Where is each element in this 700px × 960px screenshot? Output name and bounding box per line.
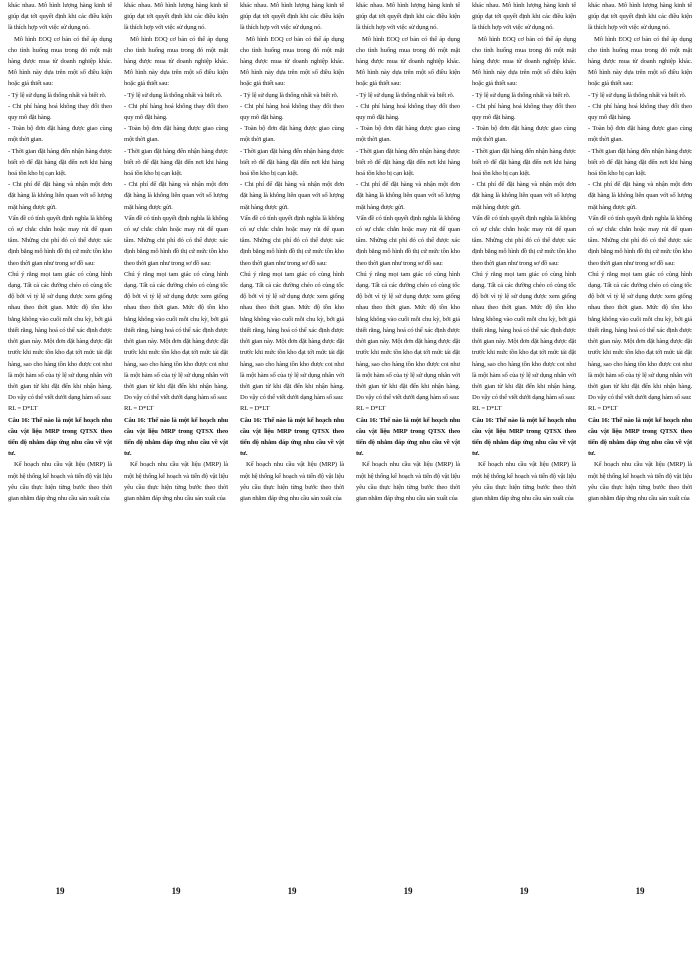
paragraph-intro: khác nhau. Mô hình lượng hàng kinh tế giúp đạt tới quyết định khi các điều kiện là thích hợp với việc sử dụng nó. xyxy=(588,2,692,32)
paragraph-triangle: Chú ý rằng mọi tam giác có cùng hình dạng. Tất cả các đường chéo có cùng tốc độ bởi vì tỷ lệ sử dụng được xem giống nhau theo thời gian. Mức độ tồn kho bằng không vào cuối mỗi chu kỳ, bởi giả thiết rằng, hàng hoá có thể xác định được thời gian này. Một đơn đặt hàng được đặt trước khi mức tồn kho đạt tới mức tái đặt hàng, sao cho hàng tồn kho được coi như là một hàm số của tỷ lệ sử dụng nhân với thời gian từ khi đặt đến khi nhận hàng. Do vậy có thể viết dưới dạng hàm số sau: xyxy=(356,270,460,402)
page-number: 19 xyxy=(171,886,181,896)
paragraph-eoq: Mô hình EOQ cơ bản có thể áp dụng cho tình huống mua trong đó một mặt hàng được mua từ doanh nghiệp khác. Mô hình này dựa trên một số điều kiện hoặc giả thiết sau: xyxy=(240,35,344,88)
bullet-1: - Tỷ lệ sử dụng là thống nhất và biết rõ. xyxy=(356,91,455,99)
text-column-3 xyxy=(240,0,344,960)
paragraph-intro: khác nhau. Mô hình lượng hàng kinh tế giúp đạt tới quyết định khi các điều kiện là thích hợp với việc sử dụng nó. xyxy=(356,2,460,32)
bullet-3: - Toàn bộ đơn đặt hàng được giao cùng một thời gian. xyxy=(588,125,692,144)
bullet-3: - Toàn bộ đơn đặt hàng được giao cùng một thời gian. xyxy=(356,125,460,144)
question-heading: Câu 16: Thế nào là một kế hoạch nhu cầu vật liệu MRP trong QTSX theo tiến độ nhằm đáp ứng nhu cầu về vật tư. xyxy=(8,416,112,458)
formula: RL = D*LT xyxy=(356,405,386,413)
bullet-2: - Chi phí hàng hoá không thay đổi theo quy mô đặt hàng. xyxy=(124,102,228,122)
bullet-2: - Chi phí hàng hoá không thay đổi theo quy mô đặt hàng. xyxy=(240,102,344,122)
bullet-1: - Tỷ lệ sử dụng là thống nhất và biết rõ. xyxy=(240,91,339,99)
paragraph-decision: Vấn đề có tính quyết định nghĩa là không có sự chắc chắn hoặc may rủi để quan tâm. Những chi phí đó có thể được xác định bằng mô hình đồ thị cứ mức tồn kho theo thời gian như trong sơ đồ sau: xyxy=(588,214,692,267)
paragraph-eoq: Mô hình EOQ cơ bản có thể áp dụng cho tình huống mua trong đó một mặt hàng được mua từ doanh nghiệp khác. Mô hình này dựa trên một số điều kiện hoặc giả thiết sau: xyxy=(588,35,692,88)
paragraph-triangle: Chú ý rằng mọi tam giác có cùng hình dạng. Tất cả các đường chéo có cùng tốc độ bởi vì tỷ lệ sử dụng được xem giống nhau theo thời gian. Mức độ tồn kho bằng không vào cuối mỗi chu kỳ, bởi giả thiết rằng, hàng hoá có thể xác định được thời gian này. Một đơn đặt hàng được đặt trước khi mức tồn kho đạt tới mức tái đặt hàng, sao cho hàng tồn kho được coi như là một hàm số của tỷ lệ sử dụng nhân với thời gian từ khi đặt đến khi nhận hàng. Do vậy có thể viết dưới dạng hàm số sau: xyxy=(124,270,228,402)
bullet-3: - Toàn bộ đơn đặt hàng được giao cùng một thời gian. xyxy=(124,125,228,144)
bullet-1: - Tỷ lệ sử dụng là thống nhất và biết rõ. xyxy=(472,91,571,99)
answer-paragraph: Kế hoạch nhu cầu vật liệu (MRP) là một hệ thống kế hoạch và tiến độ vật liệu yêu cầu thực hiện từng bước theo thời gian nhằm đáp ứng nhu cầu sản xuất của xyxy=(356,461,460,502)
bullet-3: - Toàn bộ đơn đặt hàng được giao cùng một thời gian. xyxy=(240,125,344,144)
bullet-1: - Tỷ lệ sử dụng là thống nhất và biết rõ. xyxy=(588,91,687,99)
paragraph-decision: Vấn đề có tính quyết định nghĩa là không có sự chắc chắn hoặc may rủi để quan tâm. Những chi phí đó có thể được xác định bằng mô hình đồ thị cứ mức tồn kho theo thời gian như trong sơ đồ sau: xyxy=(8,214,112,267)
bullet-3: - Toàn bộ đơn đặt hàng được giao cùng một thời gian. xyxy=(8,125,112,144)
formula: RL = D*LT xyxy=(588,405,618,413)
bullet-5: - Chi phí để đặt hàng và nhận một đơn đặt hàng là không liên quan với số lượng mặt hàng được gửi. xyxy=(356,181,460,211)
answer-paragraph: Kế hoạch nhu cầu vật liệu (MRP) là một hệ thống kế hoạch và tiến độ vật liệu yêu cầu thực hiện từng bước theo thời gian nhằm đáp ứng nhu cầu sản xuất của xyxy=(124,461,228,502)
paragraph-decision: Vấn đề có tính quyết định nghĩa là không có sự chắc chắn hoặc may rủi để quan tâm. Những chi phí đó có thể được xác định bằng mô hình đồ thị cứ mức tồn kho theo thời gian như trong sơ đồ sau: xyxy=(472,214,576,267)
bullet-2: - Chi phí hàng hoá không thay đổi theo quy mô đặt hàng. xyxy=(356,102,460,122)
text-column-6 xyxy=(588,0,692,960)
text-column-4 xyxy=(356,0,460,960)
bullet-4: - Thời gian đặt hàng đến nhận hàng được biết rõ để đặt hàng đặt đến nơi khi hàng hoá tồn kho bị cạn kiệt. xyxy=(588,147,692,178)
bullet-5: - Chi phí để đặt hàng và nhận một đơn đặt hàng là không liên quan với số lượng mặt hàng được gửi. xyxy=(240,181,344,211)
text-column-5 xyxy=(472,0,576,960)
question-heading: Câu 16: Thế nào là một kế hoạch nhu cầu vật liệu MRP trong QTSX theo tiến độ nhằm đáp ứng nhu cầu về vật tư. xyxy=(240,416,344,458)
paragraph-triangle: Chú ý rằng mọi tam giác có cùng hình dạng. Tất cả các đường chéo có cùng tốc độ bởi vì tỷ lệ sử dụng được xem giống nhau theo thời gian. Mức độ tồn kho bằng không vào cuối mỗi chu kỳ, bởi giả thiết rằng, hàng hoá có thể xác định được thời gian này. Một đơn đặt hàng được đặt trước khi mức tồn kho đạt tới mức tái đặt hàng, sao cho hàng tồn kho được coi như là một hàm số của tỷ lệ sử dụng nhân với thời gian từ khi đặt đến khi nhận hàng. Do vậy có thể viết dưới dạng hàm số sau: xyxy=(240,270,344,402)
formula: RL = D*LT xyxy=(240,405,270,413)
page-number: 19 xyxy=(635,886,645,896)
page-number: 19 xyxy=(403,886,413,896)
paragraph-eoq: Mô hình EOQ cơ bản có thể áp dụng cho tình huống mua trong đó một mặt hàng được mua từ doanh nghiệp khác. Mô hình này dựa trên một số điều kiện hoặc giả thiết sau: xyxy=(472,35,576,88)
question-heading: Câu 16: Thế nào là một kế hoạch nhu cầu vật liệu MRP trong QTSX theo tiến độ nhằm đáp ứng nhu cầu về vật tư. xyxy=(472,416,576,458)
bullet-5: - Chi phí để đặt hàng và nhận một đơn đặt hàng là không liên quan với số lượng mặt hàng được gửi. xyxy=(472,181,576,211)
paragraph-intro: khác nhau. Mô hình lượng hàng kinh tế giúp đạt tới quyết định khi các điều kiện là thích hợp với việc sử dụng nó. xyxy=(240,2,344,32)
paragraph-intro: khác nhau. Mô hình lượng hàng kinh tế giúp đạt tới quyết định khi các điều kiện là thích hợp với việc sử dụng nó. xyxy=(124,2,228,32)
page-number: 19 xyxy=(287,886,297,896)
formula: RL = D*LT xyxy=(472,405,502,413)
answer-paragraph: Kế hoạch nhu cầu vật liệu (MRP) là một hệ thống kế hoạch và tiến độ vật liệu yêu cầu thực hiện từng bước theo thời gian nhằm đáp ứng nhu cầu sản xuất của xyxy=(240,461,344,502)
question-heading: Câu 16: Thế nào là một kế hoạch nhu cầu vật liệu MRP trong QTSX theo tiến độ nhằm đáp ứng nhu cầu về vật tư. xyxy=(588,416,692,458)
text-column-1 xyxy=(8,0,112,960)
bullet-5: - Chi phí để đặt hàng và nhận một đơn đặt hàng là không liên quan với số lượng mặt hàng được gửi. xyxy=(124,181,228,211)
bullet-3: - Toàn bộ đơn đặt hàng được giao cùng một thời gian. xyxy=(472,125,576,144)
paragraph-triangle: Chú ý rằng mọi tam giác có cùng hình dạng. Tất cả các đường chéo có cùng tốc độ bởi vì tỷ lệ sử dụng được xem giống nhau theo thời gian. Mức độ tồn kho bằng không vào cuối mỗi chu kỳ, bởi giả thiết rằng, hàng hoá có thể xác định được thời gian này. Một đơn đặt hàng được đặt trước khi mức tồn kho đạt tới mức tái đặt hàng, sao cho hàng tồn kho được coi như là một hàm số của tỷ lệ sử dụng nhân với thời gian từ khi đặt đến khi nhận hàng. Do vậy có thể viết dưới dạng hàm số sau: xyxy=(472,270,576,402)
answer-paragraph: Kế hoạch nhu cầu vật liệu (MRP) là một hệ thống kế hoạch và tiến độ vật liệu yêu cầu thực hiện từng bước theo thời gian nhằm đáp ứng nhu cầu sản xuất của xyxy=(472,461,576,502)
question-heading: Câu 16: Thế nào là một kế hoạch nhu cầu vật liệu MRP trong QTSX theo tiến độ nhằm đáp ứng nhu cầu về vật tư. xyxy=(356,416,460,458)
formula: RL = D*LT xyxy=(8,405,38,413)
paragraph-decision: Vấn đề có tính quyết định nghĩa là không có sự chắc chắn hoặc may rủi để quan tâm. Những chi phí đó có thể được xác định bằng mô hình đồ thị cứ mức tồn kho theo thời gian như trong sơ đồ sau: xyxy=(356,214,460,267)
bullet-2: - Chi phí hàng hoá không thay đổi theo quy mô đặt hàng. xyxy=(8,102,112,122)
bullet-4: - Thời gian đặt hàng đến nhận hàng được biết rõ để đặt hàng đặt đến nơi khi hàng hoá tồn kho bị cạn kiệt. xyxy=(124,147,228,178)
paragraph-decision: Vấn đề có tính quyết định nghĩa là không có sự chắc chắn hoặc may rủi để quan tâm. Những chi phí đó có thể được xác định bằng mô hình đồ thị cứ mức tồn kho theo thời gian như trong sơ đồ sau: xyxy=(124,214,228,267)
paragraph-intro: khác nhau. Mô hình lượng hàng kinh tế giúp đạt tới quyết định khi các điều kiện là thích hợp với việc sử dụng nó. xyxy=(472,2,576,32)
bullet-4: - Thời gian đặt hàng đến nhận hàng được biết rõ để đặt hàng đặt đến nơi khi hàng hoá tồn kho bị cạn kiệt. xyxy=(240,147,344,178)
paragraph-intro: khác nhau. Mô hình lượng hàng kinh tế giúp đạt tới quyết định khi các điều kiện là thích hợp với việc sử dụng nó. xyxy=(8,2,112,32)
paragraph-eoq: Mô hình EOQ cơ bản có thể áp dụng cho tình huống mua trong đó một mặt hàng được mua từ doanh nghiệp khác. Mô hình này dựa trên một số điều kiện hoặc giả thiết sau: xyxy=(8,35,112,88)
paragraph-eoq: Mô hình EOQ cơ bản có thể áp dụng cho tình huống mua trong đó một mặt hàng được mua từ doanh nghiệp khác. Mô hình này dựa trên một số điều kiện hoặc giả thiết sau: xyxy=(356,35,460,88)
formula: RL = D*LT xyxy=(124,405,154,413)
text-column-2 xyxy=(124,0,228,960)
bullet-4: - Thời gian đặt hàng đến nhận hàng được biết rõ để đặt hàng đặt đến nơi khi hàng hoá tồn kho bị cạn kiệt. xyxy=(356,147,460,178)
bullet-5: - Chi phí để đặt hàng và nhận một đơn đặt hàng là không liên quan với số lượng mặt hàng được gửi. xyxy=(8,181,112,211)
bullet-4: - Thời gian đặt hàng đến nhận hàng được biết rõ để đặt hàng đặt đến nơi khi hàng hoá tồn kho bị cạn kiệt. xyxy=(8,147,112,178)
bullet-1: - Tỷ lệ sử dụng là thống nhất và biết rõ. xyxy=(8,91,107,99)
bullet-2: - Chi phí hàng hoá không thay đổi theo quy mô đặt hàng. xyxy=(588,102,692,122)
answer-paragraph: Kế hoạch nhu cầu vật liệu (MRP) là một hệ thống kế hoạch và tiến độ vật liệu yêu cầu thực hiện từng bước theo thời gian nhằm đáp ứng nhu cầu sản xuất của xyxy=(8,461,112,502)
paragraph-triangle: Chú ý rằng mọi tam giác có cùng hình dạng. Tất cả các đường chéo có cùng tốc độ bởi vì tỷ lệ sử dụng được xem giống nhau theo thời gian. Mức độ tồn kho bằng không vào cuối mỗi chu kỳ, bởi giả thiết rằng, hàng hoá có thể xác định được thời gian này. Một đơn đặt hàng được đặt trước khi mức tồn kho đạt tới mức tái đặt hàng, sao cho hàng tồn kho được coi như là một hàm số của tỷ lệ sử dụng nhân với thời gian từ khi đặt đến khi nhận hàng. Do vậy có thể viết dưới dạng hàm số sau: xyxy=(8,270,112,402)
paragraph-triangle: Chú ý rằng mọi tam giác có cùng hình dạng. Tất cả các đường chéo có cùng tốc độ bởi vì tỷ lệ sử dụng được xem giống nhau theo thời gian. Mức độ tồn kho bằng không vào cuối mỗi chu kỳ, bởi giả thiết rằng, hàng hoá có thể xác định được thời gian này. Một đơn đặt hàng được đặt trước khi mức tồn kho đạt tới mức tái đặt hàng, sao cho hàng tồn kho được coi như là một hàm số của tỷ lệ sử dụng nhân với thời gian từ khi đặt đến khi nhận hàng. Do vậy có thể viết dưới dạng hàm số sau: xyxy=(588,270,692,402)
bullet-1: - Tỷ lệ sử dụng là thống nhất và biết rõ. xyxy=(124,91,223,99)
bullet-4: - Thời gian đặt hàng đến nhận hàng được biết rõ để đặt hàng đặt đến nơi khi hàng hoá tồn kho bị cạn kiệt. xyxy=(472,147,576,178)
page-number: 19 xyxy=(519,886,529,896)
page-number: 19 xyxy=(55,886,65,896)
paragraph-eoq: Mô hình EOQ cơ bản có thể áp dụng cho tình huống mua trong đó một mặt hàng được mua từ doanh nghiệp khác. Mô hình này dựa trên một số điều kiện hoặc giả thiết sau: xyxy=(124,35,228,88)
bullet-2: - Chi phí hàng hoá không thay đổi theo quy mô đặt hàng. xyxy=(472,102,576,122)
question-heading: Câu 16: Thế nào là một kế hoạch nhu cầu vật liệu MRP trong QTSX theo tiến độ nhằm đáp ứng nhu cầu về vật tư. xyxy=(124,416,228,458)
bullet-5: - Chi phí để đặt hàng và nhận một đơn đặt hàng là không liên quan với số lượng mặt hàng được gửi. xyxy=(588,181,692,211)
paragraph-decision: Vấn đề có tính quyết định nghĩa là không có sự chắc chắn hoặc may rủi để quan tâm. Những chi phí đó có thể được xác định bằng mô hình đồ thị cứ mức tồn kho theo thời gian như trong sơ đồ sau: xyxy=(240,214,344,267)
answer-paragraph: Kế hoạch nhu cầu vật liệu (MRP) là một hệ thống kế hoạch và tiến độ vật liệu yêu cầu thực hiện từng bước theo thời gian nhằm đáp ứng nhu cầu sản xuất của xyxy=(588,461,692,502)
